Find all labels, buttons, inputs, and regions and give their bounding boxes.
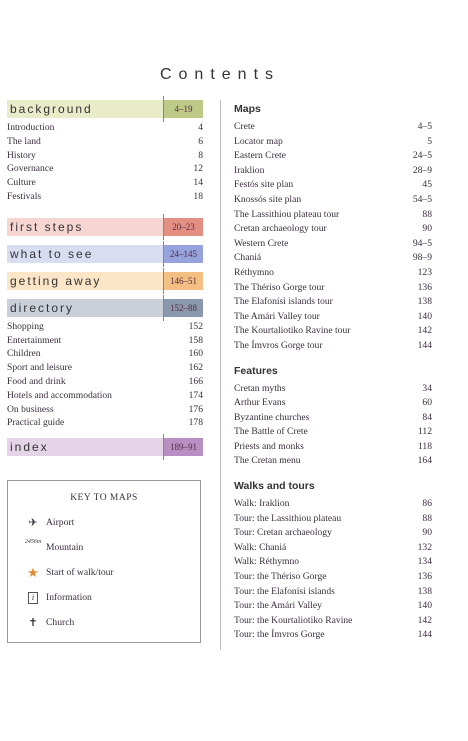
- entry-page: 138: [417, 585, 432, 597]
- entry-page: 45: [422, 179, 432, 191]
- entry-page: 24–5: [412, 150, 432, 162]
- entry-page: 152: [188, 320, 203, 332]
- toc-entry[interactable]: [7, 375, 203, 389]
- entry-page: 166: [188, 375, 203, 387]
- key-label: Mountain: [46, 542, 84, 553]
- toc-entry[interactable]: [234, 251, 432, 266]
- entry-title: Practical guide: [7, 417, 65, 429]
- entry-title: Shopping: [7, 320, 44, 332]
- toc-entry[interactable]: [234, 382, 432, 397]
- entry-title: The Ímvros Gorge tour: [234, 339, 323, 351]
- entry-page: 86: [422, 498, 432, 510]
- toc-entry[interactable]: [7, 361, 203, 375]
- entry-title: Locator map: [234, 135, 283, 147]
- section-pages: 24–145: [164, 245, 203, 263]
- right-column: [234, 102, 432, 643]
- toc-entry[interactable]: [234, 164, 432, 179]
- entry-page: 138: [417, 296, 432, 308]
- column-divider: [220, 100, 221, 650]
- section-label: what to see: [7, 245, 166, 263]
- toc-entry[interactable]: [234, 555, 432, 570]
- entry-title: Hotels and accommodation: [7, 389, 112, 401]
- entry-page: 160: [188, 348, 203, 360]
- entry-title: Eastern Crete: [234, 150, 286, 162]
- entry-page: 4–5: [417, 121, 432, 132]
- entry-title: The Battle of Crete: [234, 426, 308, 438]
- entry-page: 176: [188, 403, 203, 415]
- mountain-icon: 2456m: [24, 539, 42, 545]
- entry-page: 12: [193, 163, 203, 175]
- entry-title: Iraklion: [234, 164, 265, 176]
- entry-title: Walk: Réthymno: [234, 556, 300, 568]
- toc-entry[interactable]: [234, 585, 432, 600]
- toc-entry[interactable]: [7, 389, 203, 403]
- toc-entry[interactable]: [234, 310, 432, 325]
- toc-entry[interactable]: [234, 512, 432, 527]
- entry-page: 88: [422, 208, 432, 220]
- entry-page: 158: [188, 334, 203, 346]
- entry-title: Réthymno: [234, 266, 274, 278]
- entry-title: Sport and leisure: [7, 362, 73, 374]
- entry-title: The Cretan menu: [234, 455, 301, 467]
- toc-entry[interactable]: [7, 416, 203, 430]
- toc-entry[interactable]: [234, 266, 432, 281]
- page-title: Contents: [159, 66, 281, 83]
- toc-entry[interactable]: [234, 149, 432, 164]
- entry-page: 178: [188, 417, 203, 429]
- entry-page: 162: [188, 362, 203, 374]
- toc-entry[interactable]: [234, 628, 432, 643]
- key-item-church: [8, 615, 200, 631]
- entry-page: 84: [422, 411, 432, 423]
- entry-title: Arthur Evans: [234, 397, 286, 409]
- toc-entry[interactable]: [234, 208, 432, 223]
- key-item-mountain: [8, 540, 200, 556]
- entry-title: Tour: the Kourtaliotiko Ravine: [234, 614, 353, 626]
- entry-title: Tour: the Lassithiou plateau: [234, 512, 342, 524]
- entry-page: 5: [427, 135, 432, 147]
- entry-title: The Elafonísi islands tour: [234, 296, 333, 308]
- entry-title: Western Crete: [234, 237, 289, 249]
- section-pages: 152–88: [164, 299, 203, 317]
- entry-page: 112: [417, 426, 432, 438]
- entry-page: 140: [417, 310, 432, 322]
- entry-title: Governance: [7, 163, 54, 175]
- entry-page: 28–9: [412, 164, 432, 176]
- entry-page: 144: [417, 629, 432, 641]
- toc-entry[interactable]: [234, 120, 432, 135]
- toc-entry[interactable]: [234, 193, 432, 208]
- entry-page: 8: [198, 149, 203, 161]
- entry-page: 164: [417, 455, 432, 467]
- entry-page: 136: [417, 571, 432, 583]
- toc-entry[interactable]: [234, 222, 432, 237]
- entry-title: On business: [7, 403, 54, 415]
- entry-title: Tour: the Amári Valley: [234, 600, 322, 612]
- section-first-steps[interactable]: [7, 218, 203, 236]
- toc-entry[interactable]: [7, 347, 203, 361]
- section-pages: 20–23: [164, 218, 203, 236]
- entry-title: Cretan myths: [234, 382, 286, 394]
- toc-entry[interactable]: [7, 190, 203, 204]
- key-label: Start of walk/tour: [46, 567, 114, 578]
- key-item-information: [8, 590, 200, 606]
- map-key-box: [7, 480, 201, 643]
- toc-entry[interactable]: [234, 178, 432, 193]
- entry-title: The land: [7, 135, 41, 147]
- toc-entry[interactable]: [7, 334, 203, 348]
- toc-entry[interactable]: [234, 324, 432, 339]
- key-item-airport: [8, 515, 200, 531]
- toc-entry[interactable]: [234, 339, 432, 354]
- section-label: getting away: [7, 272, 166, 290]
- toc-entry[interactable]: [234, 411, 432, 426]
- airport-icon: ✈: [28, 517, 38, 529]
- entry-title: Tour: the Ímvros Gorge: [234, 629, 325, 641]
- entry-title: Festós site plan: [234, 179, 294, 191]
- entry-title: History: [7, 149, 36, 161]
- section-label: background: [7, 100, 166, 118]
- section-label: directory: [7, 299, 166, 317]
- toc-entry[interactable]: [234, 526, 432, 541]
- toc-entry[interactable]: [234, 237, 432, 252]
- entry-title: Priests and monks: [234, 440, 304, 452]
- section-what-to-see[interactable]: [7, 245, 203, 263]
- section-pages: 146–51: [164, 272, 203, 290]
- entry-page: 134: [417, 556, 432, 568]
- entry-page: 144: [417, 339, 432, 351]
- entry-page: 140: [417, 600, 432, 612]
- entry-page: 174: [188, 389, 203, 401]
- entry-page: 142: [417, 614, 432, 626]
- toc-entry[interactable]: [234, 135, 432, 150]
- entry-title: Tour: Cretan archaeology: [234, 527, 332, 539]
- toc-entry[interactable]: [234, 281, 432, 296]
- section-background[interactable]: [7, 100, 203, 118]
- entry-page: 136: [417, 281, 432, 293]
- entry-page: 142: [417, 325, 432, 337]
- entry-title: Tour: the Thériso Gorge: [234, 571, 327, 583]
- entry-page: 132: [417, 541, 432, 553]
- entry-title: Cretan archaeology tour: [234, 223, 327, 235]
- toc-entry[interactable]: [234, 440, 432, 455]
- entry-page: 18: [193, 190, 203, 202]
- entry-title: The Lassithiou plateau tour: [234, 208, 340, 220]
- toc-entry[interactable]: [234, 541, 432, 556]
- entry-title: Walk: Iraklion: [234, 498, 290, 510]
- key-label: Information: [46, 592, 92, 603]
- toc-entry[interactable]: [234, 614, 432, 629]
- key-item-start-of-walk-tour: [8, 565, 200, 581]
- star-icon: ★: [27, 565, 39, 580]
- entry-title: Food and drink: [7, 375, 66, 387]
- entry-page: 98–9: [412, 252, 432, 264]
- entry-title: Festivals: [7, 190, 42, 202]
- entry-page: 118: [417, 440, 432, 452]
- key-label: Church: [46, 617, 75, 628]
- entry-title: Chaniá: [234, 252, 262, 264]
- entry-page: 90: [422, 223, 432, 235]
- entry-title: Children: [7, 348, 41, 360]
- toc-entry[interactable]: [7, 121, 203, 135]
- maps-heading: Maps: [234, 103, 261, 115]
- toc-entry[interactable]: [7, 176, 203, 190]
- toc-entry[interactable]: [234, 570, 432, 585]
- section-pages: 189–91: [164, 438, 203, 456]
- toc-entry[interactable]: [7, 135, 203, 149]
- entry-title: Knossós site plan: [234, 193, 302, 205]
- toc-entry[interactable]: [234, 425, 432, 440]
- section-getting-away[interactable]: [7, 272, 203, 290]
- entry-page: 54–5: [412, 193, 432, 205]
- walks-heading: Walks and tours: [234, 480, 315, 493]
- entry-page: 60: [422, 397, 432, 409]
- entry-title: Byzantine churches: [234, 411, 310, 423]
- section-label: index: [7, 438, 166, 456]
- key-label: Airport: [46, 517, 75, 528]
- entry-title: The Kourtaliotiko Ravine tour: [234, 325, 351, 337]
- entry-title: Crete: [234, 121, 255, 132]
- entry-title: Entertainment: [7, 334, 62, 346]
- entry-title: Tour: the Elafonísi islands: [234, 585, 335, 597]
- section-directory[interactable]: [7, 299, 203, 317]
- toc-entry[interactable]: [234, 295, 432, 310]
- entry-page: 94–5: [412, 237, 432, 249]
- toc-entry[interactable]: [234, 454, 432, 469]
- entry-page: 123: [417, 266, 432, 278]
- entry-page: 4: [198, 122, 203, 133]
- entry-title: The Thériso Gorge tour: [234, 281, 325, 293]
- entry-title: Introduction: [7, 122, 55, 133]
- entry-title: Culture: [7, 177, 36, 189]
- entry-page: 88: [422, 512, 432, 524]
- information-icon: i: [28, 592, 38, 604]
- toc-entry[interactable]: [234, 599, 432, 614]
- toc-entry[interactable]: [234, 396, 432, 411]
- toc-entry[interactable]: [7, 162, 203, 176]
- entry-title: Walk: Chaniá: [234, 541, 287, 553]
- entry-page: 14: [193, 177, 203, 189]
- entry-title: The Amári Valley tour: [234, 310, 320, 322]
- church-icon: ✝: [28, 617, 38, 629]
- toc-entry[interactable]: [7, 403, 203, 417]
- toc-entry[interactable]: [234, 497, 432, 512]
- toc-entry[interactable]: [7, 149, 203, 163]
- section-index[interactable]: [7, 438, 203, 456]
- entry-page: 90: [422, 527, 432, 539]
- section-pages: 4–19: [164, 100, 203, 118]
- map-key-title: KEY TO MAPS: [70, 493, 138, 503]
- features-heading: Features: [234, 364, 278, 377]
- entry-page: 34: [422, 382, 432, 394]
- entry-page: 6: [198, 135, 203, 147]
- section-label: first steps: [7, 218, 166, 236]
- toc-entry[interactable]: [7, 320, 203, 334]
- left-column: [7, 100, 203, 459]
